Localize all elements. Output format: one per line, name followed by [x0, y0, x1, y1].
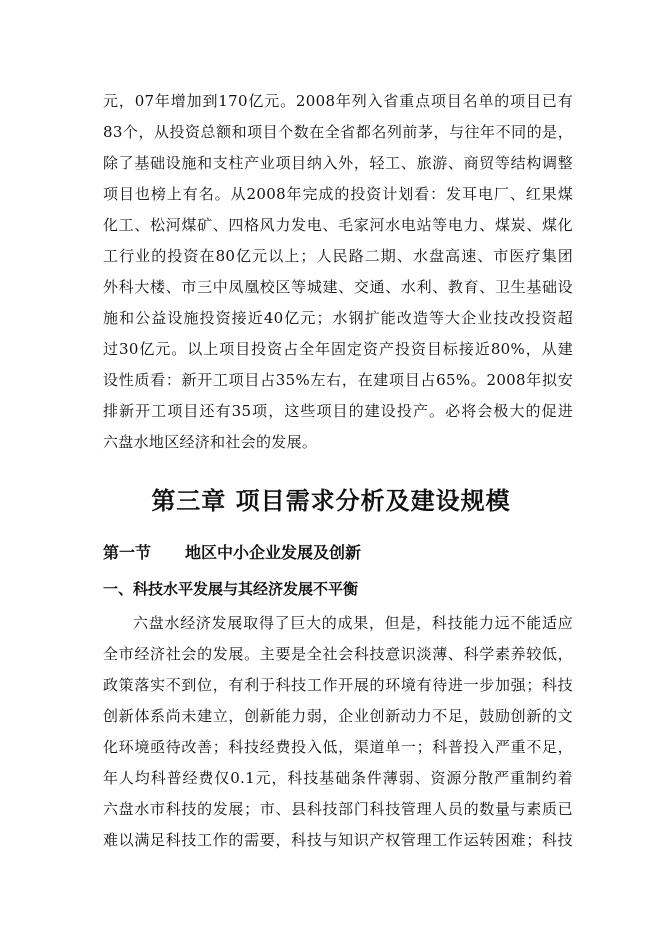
text-line: 创新体系尚未建立，创新能力弱，企业创新动力不足，鼓励创新的文 [103, 707, 573, 725]
text-line: 政策落实不到位，有利于科技工作开展的环境有待进一步加强；科技 [103, 676, 573, 694]
text-line: 设性质看：新开工项目占35%左右，在建项目占65%。2008年拟安 [103, 371, 573, 389]
section-heading [103, 541, 361, 565]
text-line: 排新开工项目还有35项，这些项目的建设投产。必将会极大的促进 [103, 402, 573, 420]
text-line: 年人均科普经费仅0.1元，科技基础条件薄弱、资源分散严重制约着 [103, 769, 573, 787]
text-line: 外科大楼、市三中凤凰校区等城建、交通、水利、教育、卫生基础设 [103, 278, 573, 296]
text-line: 全市经济社会的发展。主要是全社会科技意识淡薄、科学素养较低， [103, 645, 573, 663]
text-line: 过30亿元。以上项目投资占全年固定资产投资目标接近80%，从建 [103, 340, 573, 358]
section-title: 地区中小企业发展及创新 [185, 543, 362, 562]
text-line: 项目也榜上有名。从2008年完成的投资计划看：发耳电厂、红果煤 [103, 185, 573, 203]
subheading: 一、科技水平发展与其经济发展不平衡 [103, 580, 359, 598]
text-line: 六盘水经济发展取得了巨大的成果，但是，科技能力远不能适应 [133, 614, 573, 632]
text-line: 化工、松河煤矿、四格风力发电、毛家河水电站等电力、煤炭、煤化 [103, 216, 573, 234]
text-line: 除了基础设施和支柱产业项目纳入外，轻工、旅游、商贸等结构调整 [103, 154, 573, 172]
text-line: 施和公益设施投资接近40亿元；水钢扩能改造等大企业技改投资超 [103, 309, 573, 327]
text-line: 难以满足科技工作的需要，科技与知识产权管理工作运转困难；科技 [103, 831, 573, 849]
text-line: 元，07年增加到170亿元。2008年列入省重点项目名单的项目已有 [103, 92, 573, 110]
text-line: 工行业的投资在80亿元以上；人民路二期、水盘高速、市医疗集团 [103, 247, 573, 265]
text-line: 六盘水地区经济和社会的发展。 [103, 433, 318, 451]
chapter-title: 第三章 项目需求分析及建设规模 [151, 487, 511, 515]
text-line: 六盘水市科技的发展；市、县科技部门科技管理人员的数量与素质已 [103, 800, 573, 818]
section-number: 第一节 [103, 543, 152, 562]
text-line: 化环境亟待改善；科技经费投入低，渠道单一；科普投入严重不足， [103, 738, 573, 756]
text-line: 83个，从投资总额和项目个数在全省都名列前茅，与往年不同的是， [103, 123, 573, 141]
